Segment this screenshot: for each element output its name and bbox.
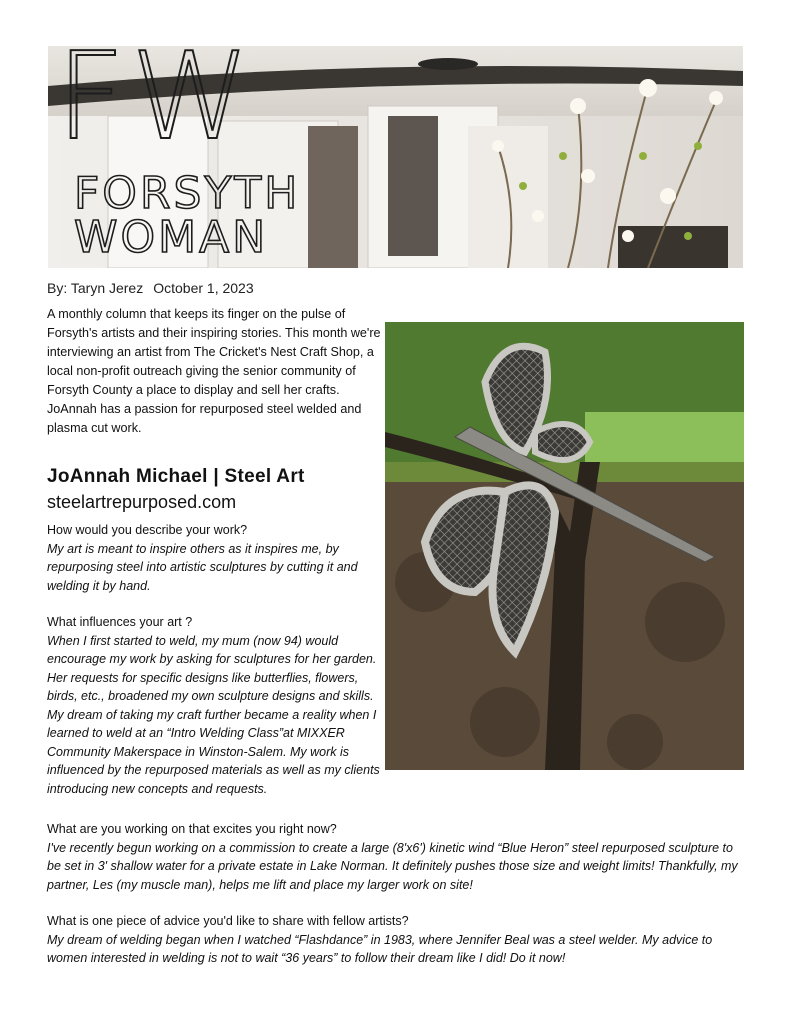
intro-paragraph: A monthly column that keeps its finger on the pulse of Forsyth's artists and their inspiring stories. This month we're interviewing an artist from The Cricket's Nest Craft Shop, a local non-profit outreach giving the senior community of Forsyth County a place to display and sell her crafts. JoAnnah has a passion for repurposed steel welded and plasma cut work.	[47, 307, 381, 435]
interview-answer: I've recently begun working on a commission to create a large (8'x6') kinetic wind “Blue Heron” steel repurposed sculpture to be set in 3' shallow water for a private estate in Lake Norman. It definitely pushes those size and weight limits! Thankfully, my partner, Les (my muscle man), helps me lift and place my larger work on site!	[47, 840, 738, 892]
byline	[47, 280, 254, 296]
masthead-forsyth: FORSYTH	[74, 168, 301, 219]
interview-answer: My art is meant to inspire others as it inspires me, by repurposing steel into artistic sculptures by cutting it and welding it by hand.	[47, 541, 358, 593]
interview-item	[47, 521, 377, 595]
interview-answer: My dream of welding began when I watched “Flashdance” in 1983, where Jennifer Beal was a steel welder. My advice to women interested in welding is not to wait “36 years” to follow their dream like I did! Do it now!	[47, 932, 713, 965]
artist-name-heading: JoAnnah Michael | Steel Art	[47, 466, 305, 487]
interview-question: What is one piece of advice you'd like to share with fellow artists?	[47, 914, 409, 928]
artist-website: steelartrepurposed.com	[47, 492, 237, 512]
masthead-banner	[48, 46, 743, 268]
sculpture-photo	[385, 322, 744, 770]
interview-question: How would you describe your work?	[47, 523, 248, 537]
byline-author: By: Taryn Jerez	[47, 280, 144, 296]
interview-item	[47, 912, 747, 968]
interview-question: What are you working on that excites you right now?	[47, 822, 337, 836]
byline-date: October 1, 2023	[153, 280, 254, 296]
masthead-woman: WOMAN	[74, 212, 269, 263]
masthead-initials: FW	[56, 46, 256, 167]
interview-question: What influences your art ?	[47, 615, 193, 629]
interview-item	[47, 820, 747, 894]
interview-answer: When I first started to weld, my mum (now 94) would encourage my work by asking for sculptures for her garden. Her requests for specific designs like butterflies, flowers, birds, etc., broadened my own sculpture designs and skills. My dream of taking my craft further became a reality when I learned to weld at an “Intro Welding Class”at MIXXER Community Makerspace in Winston-Salem. My work is influenced by the repurposed materials as well as my clients introducing new concepts and requests.	[47, 633, 380, 796]
interview-item	[47, 613, 382, 798]
